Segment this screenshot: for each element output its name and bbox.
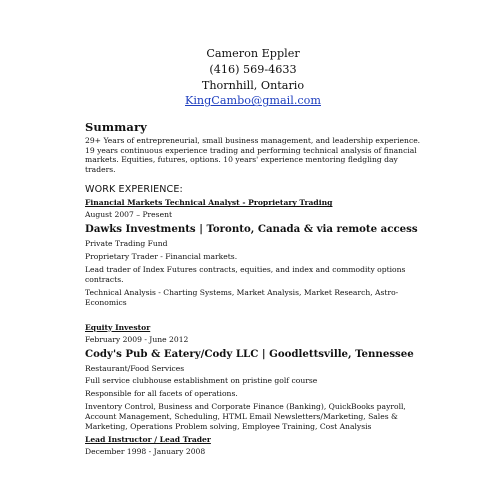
job-company: Cody's Pub & Eatery/Cody LLC | Goodlettsville, Tennessee: [85, 347, 414, 360]
job-role: Financial Markets Technical Analyst - Proprietary Trading: [85, 198, 333, 208]
job-dates: February 2009 - June 2012: [85, 334, 189, 344]
job-role: Lead Instructor / Lead Trader: [85, 434, 211, 444]
job-entry: [85, 198, 425, 307]
contact-name: Cameron Eppler: [206, 47, 300, 60]
job-entry: [85, 323, 425, 432]
job-detail: Proprietary Trader - Financial markets.: [85, 252, 238, 262]
contact-location: Thornhill, Ontario: [201, 78, 305, 92]
work-experience-heading: WORK EXPERIENCE:: [85, 184, 183, 196]
job-entry: [85, 435, 425, 457]
resume-body: [85, 120, 425, 459]
job-detail: Inventory Control, Business and Corporate Finance (Banking), QuickBooks payroll, Account Management, Scheduling, HTML Email Newsletters/Marketing, Sales & Marketing, Operations Problem solving, Employee Training, Cost Analysis: [85, 402, 406, 431]
job-dates: December 1998 - January 2008: [85, 446, 206, 456]
job-company: Dawks Investments | Toronto, Canada & via remote access: [85, 223, 418, 236]
contact-block: [0, 46, 495, 109]
spacer: [85, 311, 425, 323]
job-role: Equity Investor: [85, 322, 151, 332]
job-detail: Technical Analysis - Charting Systems, Market Analysis, Market Research, Astro-Economics: [85, 287, 399, 307]
job-detail: Lead trader of Index Futures contracts, equities, and index and commodity options contracts.: [85, 265, 406, 284]
contact-email-link[interactable]: KingCambo@gmail.com: [185, 94, 321, 108]
summary-text: 29+ Years of entrepreneurial, small business management, and leadership experience. 19 years continuous experience trading and performing technical analysis of financial markets. Equities, futures, options. 10 years' experience mentoring fledgling day traders.: [85, 136, 421, 174]
job-detail: Private Trading Fund: [85, 239, 168, 249]
summary-heading: Summary: [85, 120, 147, 134]
job-detail: Restaurant/Food Services: [85, 363, 185, 373]
job-detail: Full service clubhouse establishment on pristine golf course: [85, 376, 318, 386]
job-detail: Responsible for all facets of operations.: [85, 389, 238, 399]
job-dates: August 2007 – Present: [85, 210, 173, 220]
contact-phone: (416) 569-4633: [209, 62, 297, 76]
